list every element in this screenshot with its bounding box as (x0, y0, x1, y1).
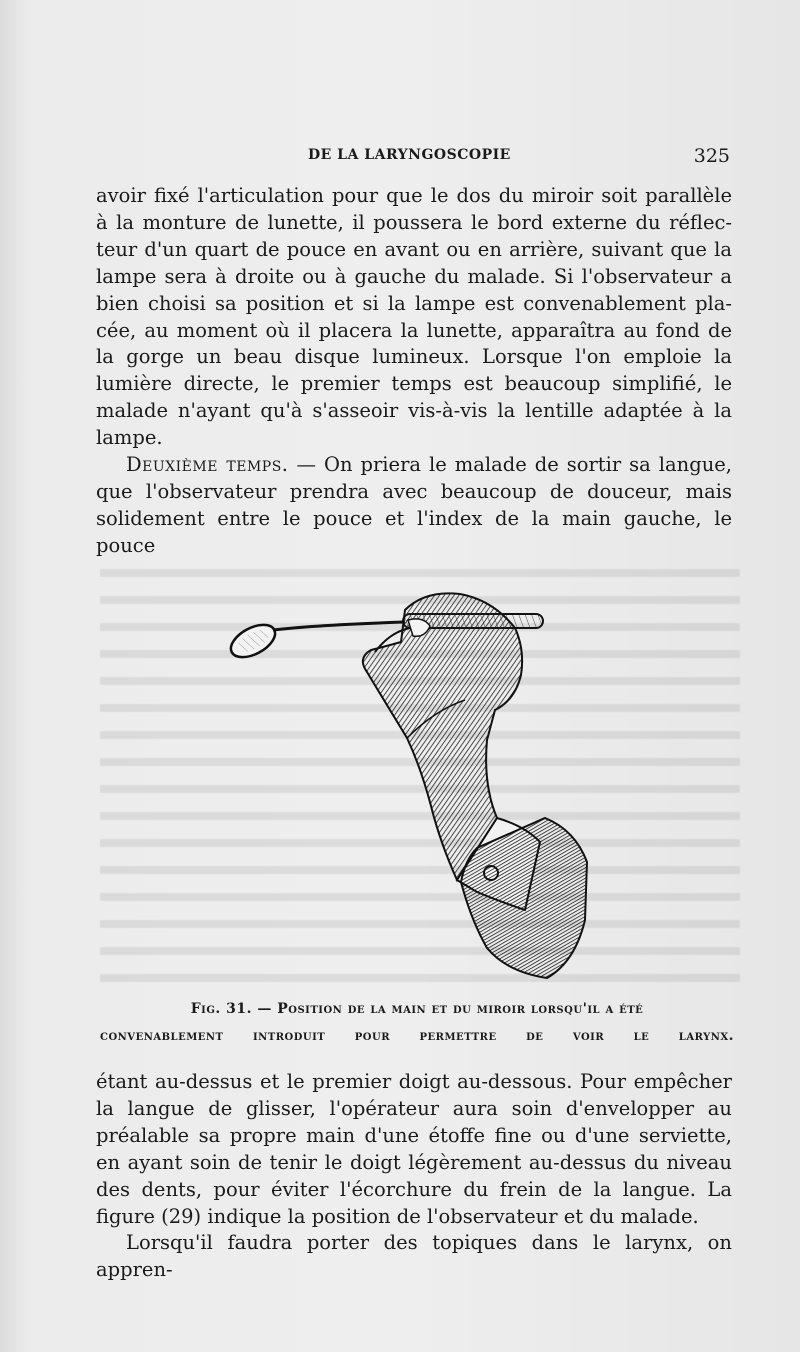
section-text: — On priera le malade de sortir sa langue, (288, 453, 732, 477)
page-number: 325 (693, 145, 730, 167)
text-line: bien choisi sa position et si la lampe est convenablement pla- (96, 291, 732, 315)
running-head-title: DE LA LARYNGOSCOPIE (308, 147, 511, 163)
figure-caption (100, 996, 734, 1050)
text-line: la langue de glisser, l'opérateur aura soin d'envelopper au (96, 1096, 732, 1120)
text-line: figure (29) indique la position de l'observateur et du malade. (96, 1204, 699, 1228)
section-first-line (96, 452, 732, 479)
text-line: en ayant soin de tenir le doigt légèrement au-dessus du niveau (96, 1150, 732, 1174)
text-line: que l'observateur prendra avec beaucoup de douceur, mais (96, 479, 732, 503)
text-line: Lorsqu'il faudra porter des topiques dans le larynx, on appren- (96, 1231, 732, 1282)
text-line: la gorge un beau disque lumineux. Lorsque l'on emploie la (96, 345, 732, 369)
running-head (96, 145, 730, 169)
body-text-bottom (96, 1069, 732, 1284)
section-heading: Deuxième temps. (126, 453, 289, 477)
text-line: lampe sera à droite ou à gauche du malade. Si l'observateur a (96, 264, 732, 288)
text-line: teur d'un quart de pouce en avant ou en arrière, suivant que la (96, 237, 732, 261)
text-line: des dents, pour éviter l'écorchure du frein de la langue. La (96, 1177, 732, 1201)
text-line: préalable sa propre main d'une étoffe fine ou d'une serviette, (96, 1123, 732, 1147)
hand-holding-mirror-illustration (225, 580, 595, 985)
text-line: étant au-dessus et le premier doigt au-dessous. Pour empêcher (96, 1070, 732, 1093)
text-line: à la monture de lunette, il poussera le bord externe du réflec- (96, 210, 732, 234)
text-line: malade n'ayant qu'à s'asseoir vis-à-vis la lentille adaptée à la (96, 399, 732, 423)
text-line: cée, au moment où il placera la lunette, apparaîtra au fond de (96, 318, 732, 342)
text-line: solidement entre le pouce et l'index de la main gauche, le pouce (96, 506, 732, 557)
text-line: lampe. (96, 426, 163, 450)
caption-line-2: convenablement introduit pour permettre de voir le larynx. (100, 1028, 734, 1044)
caption-line-1: Fig. 31. — Position de la main et du miroir lorsqu'il a été (190, 1001, 644, 1017)
text-line: avoir fixé l'articulation pour que le dos du miroir soit parallèle (96, 184, 732, 207)
body-text-top (96, 183, 732, 560)
text-line: lumière directe, le premier temps est beaucoup simplifié, le (96, 372, 732, 396)
